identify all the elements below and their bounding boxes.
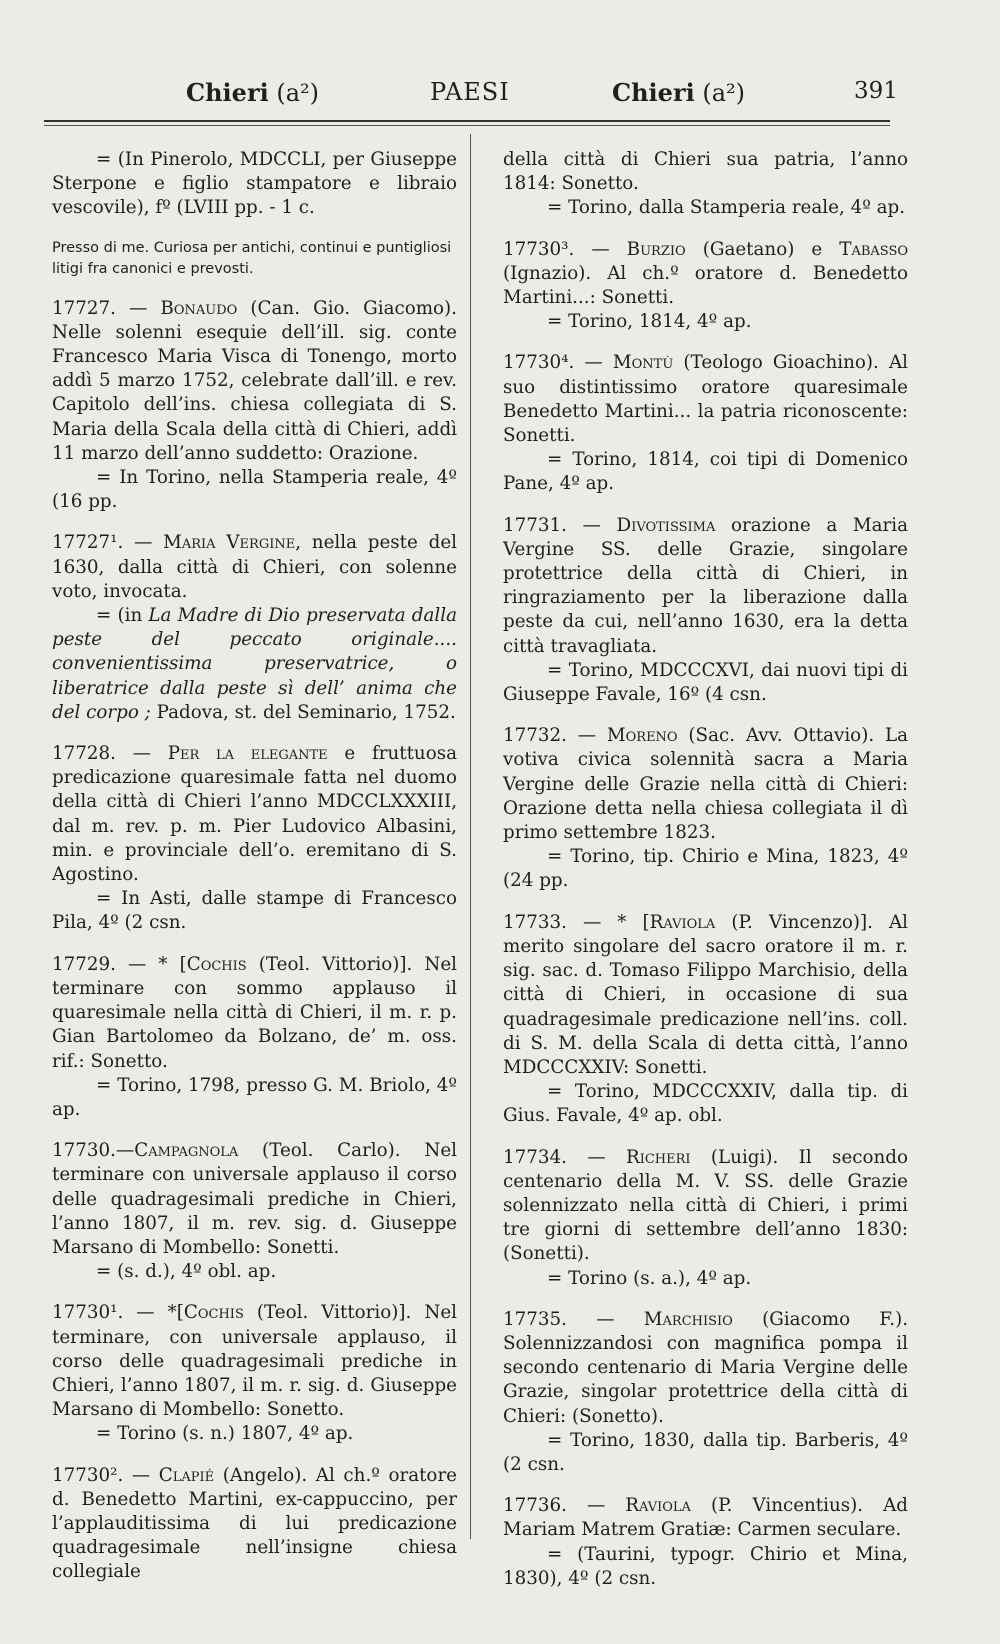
entry-publication: = Torino, 1798, presso G. M. Briolo, 4º ap. xyxy=(52,1074,457,1120)
page-number: 391 xyxy=(854,78,898,104)
entry-publication: = Torino, MDCCCXXIV, dalla tip. di Gius. Favale, 4º ap. obl. xyxy=(503,1081,908,1127)
entry-body xyxy=(52,1301,457,1422)
entry-body xyxy=(52,531,457,604)
header-right xyxy=(612,78,745,107)
entry-title: (Gaetano) e xyxy=(685,238,840,260)
entry-publication: = (In Pinerolo, MDCCLI, per Giuseppe Sterpone e figlio stampatore e libraio vescovile), fº (LVIII pp. - 1 c. xyxy=(52,149,457,219)
entry-author: Per la elegante xyxy=(167,743,328,765)
entry-title: (Luigi). Il secondo centenario della M. V. SS. delle Grazie solennizzato nella città di Chieri, i primi tre giorni di settembre dell’anno 1830: (Sonetti). xyxy=(503,1146,908,1265)
entry-number: 17731. xyxy=(503,514,567,536)
header-rule xyxy=(44,120,890,122)
entry-number: 17736. xyxy=(503,1495,567,1517)
entry-number: 17730⁴. xyxy=(503,352,575,374)
entry-star: *[ xyxy=(167,1302,184,1324)
entry-note: Presso di me. Curiosa per antichi, continui e puntigliosi litigi fra canonici e prevosti. xyxy=(52,239,452,277)
entry-number: 17730². xyxy=(52,1464,124,1486)
entry-17727 xyxy=(52,297,457,515)
entry-publication: = Torino, 1814, coi tipi di Domenico Pane, 4º ap. xyxy=(503,449,908,495)
header-right-suffix: (a²) xyxy=(694,79,745,107)
entry-dash: — xyxy=(566,1146,626,1168)
entry-publication: = (Taurini, typogr. Chirio et Mina, 1830), 4º (2 csn. xyxy=(503,1543,908,1589)
header-right-place: Chieri xyxy=(612,78,695,107)
entry-body xyxy=(52,953,457,1074)
entry-title-rest: (Ignazio). Al ch.º oratore d. Benedetto Martini...: Sonetti. xyxy=(503,262,908,309)
entry-author: Campagnola xyxy=(134,1140,239,1162)
entry-title: , nella peste del 1630, dalla città di Chieri, con solenne voto, invocata. xyxy=(52,532,457,602)
entry-17729 xyxy=(52,953,457,1122)
entry-body xyxy=(52,1464,457,1585)
entry-author: Montù xyxy=(612,352,674,374)
entry-publication: = Torino, dalla Stamperia reale, 4º ap. xyxy=(547,197,906,219)
entry-body xyxy=(52,1139,457,1260)
entry-publication: = In Torino, nella Stamperia reale, 4º (16 pp. xyxy=(52,467,457,513)
entry-number: 17730¹. xyxy=(52,1302,124,1324)
entry-author: Divotissima xyxy=(616,514,716,536)
entry-title: (Can. Gio. Giacomo). Nelle solenni esequie dell’ill. sig. conte Francesco Maria Visca di Tonengo, morto addì 5 marzo 1752, celebrate dall’ill. e rev. Capitolo dell’ins. chiesa collegiata di S. Maria della Scala della città di Chieri, addì 11 marzo dell’anno suddetto: Orazione. xyxy=(52,297,457,464)
entry-dash: — xyxy=(566,725,607,747)
entry-publication: = Torino (s. a.), 4º ap. xyxy=(547,1267,752,1289)
entry-pub-imprint: Padova, st. del Seminario, 1752. xyxy=(150,701,456,723)
entry-dash: — xyxy=(566,1308,644,1330)
entry-author: Clapié xyxy=(158,1464,215,1486)
entry-pub-prefix: = (in xyxy=(96,605,149,627)
header-left xyxy=(186,78,319,107)
entry-body xyxy=(503,238,908,311)
entry-dash: — xyxy=(566,514,617,536)
entry-title: (Teol. Vittorio)]. Nel terminare con sommo applauso il quaresimale nella città di Chieri, il m. r. p. Gian Bartolomeo da Bolzano, de’ m. oss. rif.: Sonetto. xyxy=(52,953,458,1072)
entry-title: e fruttuosa predicazione quaresimale fatta nel duomo della città di Chieri l’anno MDCCLXXXIII, dal m. rev. p. m. Pier Ludovico Albasini, min. e provinciale dell’o. eremitano di S. Agostino. xyxy=(52,743,457,886)
entry-number: 17730. xyxy=(52,1140,116,1162)
entry-number: 17734. xyxy=(503,1146,567,1168)
entry-author: Cochis xyxy=(183,1302,244,1324)
entry-17734 xyxy=(503,1146,908,1291)
entry-publication xyxy=(52,604,457,725)
entry-author: Raviola xyxy=(649,911,716,933)
entry-title: (Teol. Carlo). Nel terminare con universale applauso il corso delle quadragesimali prediche in Chieri, l’anno 1807, il m. rev. sig. d. Giuseppe Marsano di Mombello: Sonetti. xyxy=(52,1140,457,1258)
entry-number: 17733. xyxy=(503,911,567,933)
entry-17727-1 xyxy=(52,531,457,725)
entry-star: * [ xyxy=(158,953,187,975)
entry-body xyxy=(52,297,457,466)
right-column xyxy=(503,148,908,1608)
entry-17731 xyxy=(503,514,908,708)
entry-body: della città di Chieri sua patria, l’anno 1814: Sonetto. xyxy=(503,149,908,195)
entry-author: Moreno xyxy=(606,725,678,747)
entry-dash: — xyxy=(123,1302,168,1324)
entry-dash: — xyxy=(115,1140,135,1162)
entry-continued xyxy=(52,148,457,221)
entry-17730-1 xyxy=(52,1301,457,1446)
entry-17732 xyxy=(503,724,908,893)
entry-publication: = In Asti, dalle stampe di Francesco Pila, 4º (2 csn. xyxy=(52,888,457,934)
entry-17728 xyxy=(52,742,457,936)
entry-body xyxy=(503,911,908,1080)
header-left-suffix: (a²) xyxy=(268,79,319,107)
entry-publication: = Torino, 1830, dalla tip. Barberis, 4º (2 csn. xyxy=(503,1429,908,1475)
entry-number: 17730³. xyxy=(503,238,575,260)
entry-author-2: Tabasso xyxy=(839,238,909,260)
entry-dash: — xyxy=(123,1464,159,1486)
entry-number: 17727¹. xyxy=(52,532,124,554)
entry-title: (Angelo). Al ch.º oratore d. Benedetto Martini, ex-cappuccino, per l’applauditissima di lui predicazione quadragesimale nell’insigne chiesa collegiale xyxy=(52,1464,458,1583)
entry-dash: — xyxy=(574,238,627,260)
entry-author: Richeri xyxy=(625,1146,691,1168)
entry-title: (P. Vincenzo)]. Al merito singolare del sacro oratore il m. r. sig. sac. d. Tomaso Filippo Marchisio, della città di Chieri, in occasione di sua quadragesimale predicazione nell’ins. coll. di S. M. della Scala di detta città, l’anno MDCCCXXIV: Sonetti. xyxy=(503,911,908,1078)
entry-title: (P. Vincentius). Ad Mariam Matrem Gratiæ: Carmen seculare. xyxy=(503,1495,908,1541)
header-rule-thin xyxy=(44,125,890,126)
entry-dash: — xyxy=(574,352,613,374)
entry-number: 17729. xyxy=(52,953,116,975)
entry-body xyxy=(503,1146,908,1267)
entry-number: 17735. xyxy=(503,1308,567,1330)
entry-17730-3 xyxy=(503,238,908,335)
entry-author: Cochis xyxy=(186,953,247,975)
entry-title: orazione a Maria Vergine SS. delle Grazie, singolare protettrice della città di Chieri, in ringraziamento per la liberazione dalla peste da cui, nell’anno 1630, era la detta città travagliata. xyxy=(503,514,908,657)
entry-dash: — xyxy=(566,911,618,933)
entry-author: Marchisio xyxy=(643,1308,733,1330)
entry-pub-title: La Madre di Dio preservata dalla peste del peccato originale.... convenientissima preservatrice, o liberatrice dalla peste sì dell’ anima che del corpo ; xyxy=(52,605,457,723)
entry-body xyxy=(503,351,908,448)
entry-dash: — xyxy=(115,297,161,319)
entry-author: Burzio xyxy=(626,238,686,260)
entry-number: 17727. xyxy=(52,297,116,319)
entry-body xyxy=(503,514,908,659)
entry-number: 17728. xyxy=(52,743,116,765)
entry-17735 xyxy=(503,1308,908,1477)
entry-body xyxy=(503,1494,908,1542)
entry-publication: = Torino, tip. Chirio e Mina, 1823, 4º (24 pp. xyxy=(503,846,908,892)
entry-dash: — xyxy=(123,532,164,554)
entry-dash: — xyxy=(566,1495,626,1517)
column-divider xyxy=(470,134,471,1539)
entry-17730-2 xyxy=(52,1464,457,1585)
entry-author: Bonaudo xyxy=(160,297,238,319)
left-column xyxy=(52,148,457,1602)
entry-publication: = Torino, MDCCCXVI, dai nuovi tipi di Giuseppe Favale, 16º (4 csn. xyxy=(503,659,908,706)
entry-publication: = Torino, 1814, 4º ap. xyxy=(547,311,752,333)
entry-title: (Teologo Gioachino). Al suo distintissimo oratore quaresimale Benedetto Martini... la patria riconoscente: Sonetti. xyxy=(503,352,909,447)
entry-17730-4 xyxy=(503,351,908,496)
entry-author: Raviola xyxy=(625,1495,691,1517)
entry-17736 xyxy=(503,1494,908,1591)
entry-body xyxy=(52,742,457,887)
entry-body xyxy=(503,724,908,845)
entry-dash: — xyxy=(115,953,159,975)
entry-title: (Teol. Vittorio)]. Nel terminare, con universale applauso, il corso delle quadragesimali prediche in Chieri, l’anno 1807, il m. r. sig. d. Giuseppe Marsano di Mombello: Sonetto. xyxy=(52,1302,458,1421)
running-header xyxy=(0,78,1000,114)
entry-17733 xyxy=(503,911,908,1129)
entry-star: * [ xyxy=(617,911,650,933)
entry-title: (Sac. Avv. Ottavio). La votiva civica solennità sacra a Maria Vergine delle Grazie nella città di Chieri: Orazione detta nella chiesa collegiata il dì primo settembre 1823. xyxy=(503,725,908,844)
entry-continued xyxy=(503,148,908,221)
entry-publication: = Torino (s. n.) 1807, 4º ap. xyxy=(96,1423,354,1445)
header-center: PAESI xyxy=(430,78,510,106)
header-left-place: Chieri xyxy=(186,78,269,107)
entry-publication: = (s. d.), 4º obl. ap. xyxy=(96,1261,277,1283)
entry-author: Maria Vergine xyxy=(163,532,296,554)
entry-number: 17732. xyxy=(503,725,567,747)
entry-body xyxy=(503,1308,908,1429)
entry-17730 xyxy=(52,1139,457,1284)
entry-dash: — xyxy=(115,743,168,765)
entry-title: (Giacomo F.). Solennizzandosi con magnifica pompa il secondo centenario di Maria Vergine delle Grazie, singolar protettrice della città di Chieri: (Sonetto). xyxy=(503,1308,909,1427)
